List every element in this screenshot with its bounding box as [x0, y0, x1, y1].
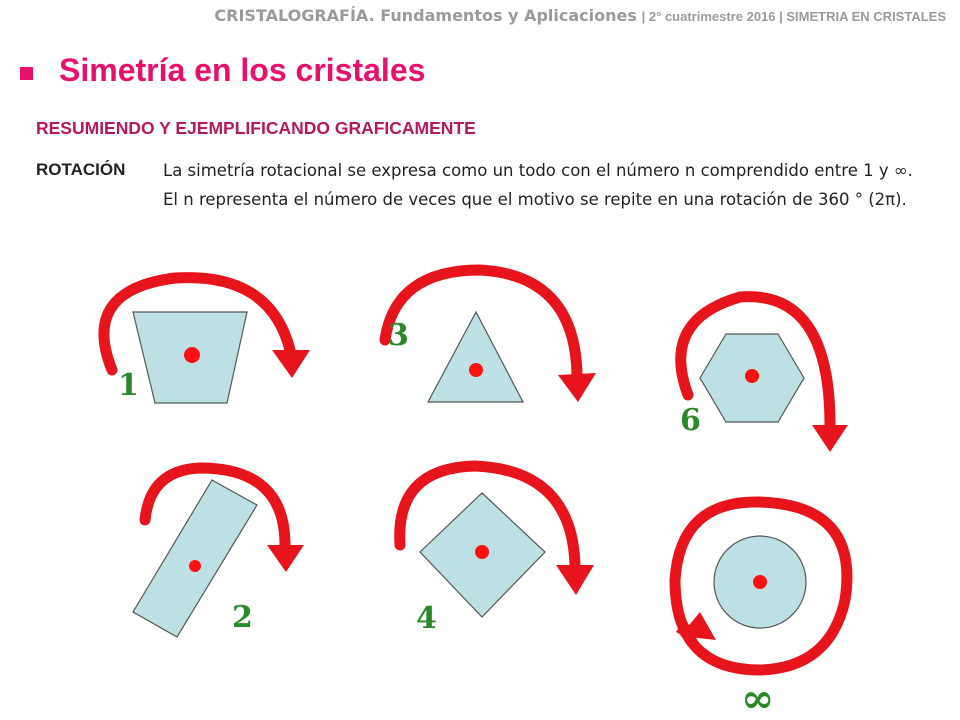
figure-number: ∞	[741, 675, 775, 720]
arrowhead-icon	[556, 565, 594, 595]
term-label: ROTACIÓN	[36, 160, 126, 179]
center-dot	[184, 347, 200, 363]
figure-number: 2	[232, 600, 253, 635]
arrowhead-icon	[267, 545, 304, 572]
arrowhead-icon	[272, 350, 310, 378]
arrowhead-icon	[558, 373, 596, 402]
course-title: CRISTALOGRAFÍA. Fundamentos y Aplicaciones	[214, 6, 637, 25]
center-dot	[745, 369, 759, 383]
figure-rotation-infinity	[675, 502, 847, 720]
figure-number: 6	[680, 403, 701, 438]
page-title: Simetría en los cristales	[59, 52, 426, 88]
figure-number: 1	[118, 368, 139, 403]
figure-number: 3	[388, 318, 409, 353]
figure-rotation-2	[133, 468, 304, 637]
arrowhead-icon	[812, 425, 848, 452]
figure-rotation-3	[385, 270, 596, 402]
term-description: La simetría rotacional se expresa como un todo con el número n comprendido entre 1 y ∞. El n representa el número de veces que el motivo se repite en una rotación de 360 ° (2π).	[163, 161, 913, 209]
section-subtitle: RESUMIENDO Y EJEMPLIFICANDO GRAFICAMENTE	[36, 118, 476, 138]
figure-rotation-6	[680, 297, 848, 452]
center-dot	[475, 545, 489, 559]
center-dot	[469, 363, 483, 377]
center-dot	[189, 560, 201, 572]
course-meta: | 2° cuatrimestre 2016 | SIMETRIA EN CRISTALES	[641, 9, 946, 24]
figure-rotation-1	[104, 278, 310, 403]
figure-number: 4	[416, 601, 437, 636]
triangle-shape	[428, 312, 523, 402]
center-dot	[753, 575, 767, 589]
figure-rotation-4	[400, 466, 594, 636]
